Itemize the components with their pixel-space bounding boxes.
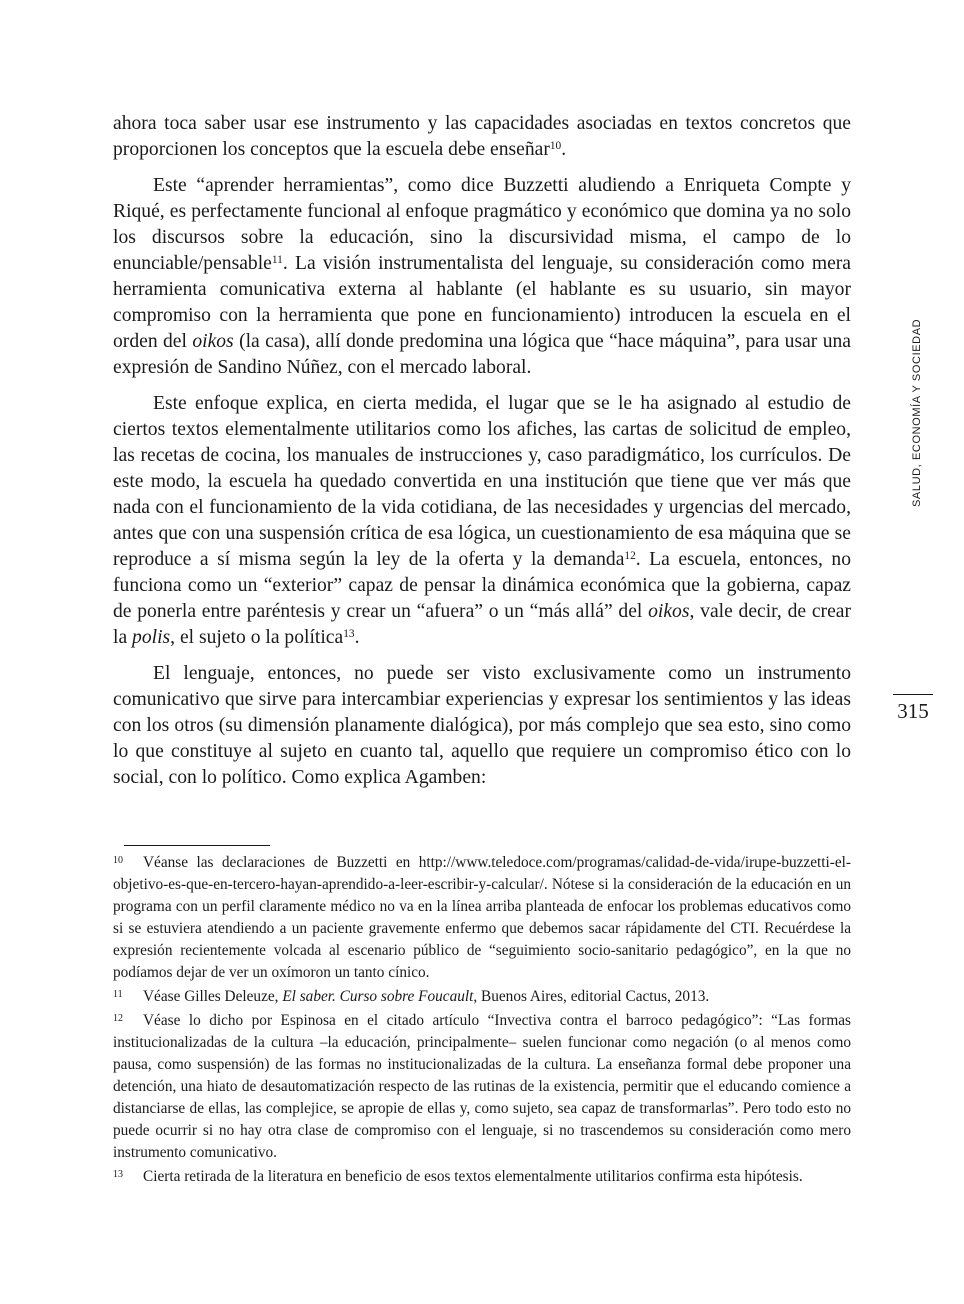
footnote-book-title: El saber. Curso sobre Foucault: [282, 988, 474, 1005]
main-text: [113, 111, 851, 801]
footnote-number: 12: [113, 1013, 123, 1024]
footnote-separator: [124, 845, 270, 846]
footnote-ref-13[interactable]: 13: [343, 627, 355, 640]
footnote-text-a: Véase Gilles Deleuze,: [143, 988, 283, 1005]
footnotes: [113, 850, 851, 1188]
paragraph-3-text-d: , el sujeto o la política: [170, 627, 344, 648]
paragraph-2: [113, 173, 851, 381]
footnote-11: [113, 984, 851, 1008]
paragraph-2-italic: oikos: [192, 331, 234, 352]
paragraph-3-text-c: , vale decir, de crear la: [113, 601, 851, 648]
paragraph-1: [113, 111, 851, 163]
paragraph-3-italic-polis: polis: [132, 627, 171, 648]
paragraph-3-text-e: .: [354, 627, 360, 648]
footnote-text: Véanse las declaraciones de Buzzetti en http://www.teledoce.com/programas/calidad-de-vida/irupe-buzzetti-el-objetivo-es-que-en-tercero-hayan-aprendido-a-leer-escribir-y-calcular/. Nótese si la consideración de la educación en un programa con un perfil claramente médico no va en la línea arriba planteada de enfocar los problemas educativos como si se estuviera atendiendo a un paciente gravemente enfermo que debemos sacar rápidamente del CTI. Recuérdese la expresión recientemente volcada al escenario público de “seguimiento socio-sanitario pedagógico”, en la que no podíamos dejar de ver un oxímoron un tanto cínico.: [113, 854, 851, 981]
paragraph-3-text-a: Este enfoque explica, en cierta medida, el lugar que se le ha asignado al estudio de ciertos textos elementalmente utilitarios como los afiches, las cartas de solicitud de empleo, las recetas de cocina, los manuales de instrucciones y, caso paradigmático, los currículos. De este modo, la escuela ha quedado convertida en una institución que tiene que ver más que nada con el funcionamiento de la vida cotidiana, de las necesidades y urgencias del mercado, antes que con una suspensión crítica de esa lógica, un cuestionamiento de esa máquina que se reproduce a sí misma según la ley de la oferta y la demanda: [113, 393, 851, 570]
footnote-text: Cierta retirada de la literatura en beneficio de esos textos elementalmente utilitarios confirma esta hipótesis.: [143, 1168, 803, 1185]
page-number: 315: [897, 699, 929, 723]
footnote-number: 10: [113, 855, 123, 866]
footnote-ref-10[interactable]: 10: [549, 139, 562, 152]
paragraph-3: [113, 391, 851, 651]
footnote-text-b: , Buenos Aires, editorial Cactus, 2013.: [473, 988, 710, 1005]
footnote-10: [113, 850, 851, 984]
footnote-number: 13: [113, 1169, 123, 1180]
paragraph-2-text-a: Este “aprender herramientas”, como dice Buzzetti aludiendo a Enriqueta Compte y Riqué, es perfectamente funcional al enfoque pragmático y económico que domina ya no solo los discursos sobre la educación, sino la discursividad misma, el campo de lo enunciable/pensable: [113, 175, 851, 274]
paragraph-1-end: .: [561, 139, 567, 160]
footnote-text: Véase lo dicho por Espinosa en el citado artículo “Invectiva contra el barroco pedagógico”: “Las formas institucionalizadas de la cultura –la educación, principalmente– suelen funcionar como negación (o al menos como pausa, como suspensión) de las formas no institucionalizadas de la cultura. La enseñanza formal debe proponer una detención, una hiato de desautomatización respecto de las rutinas de la existencia, permitir que el educando comience a distanciarse de ellas, las complejice, se apropie de ellas y, como sujeto, sea capaz de transformarlas”. Pero todo esto no puede ocurrir si no hay otra clase de compromiso con el lenguaje, si no trascendemos su consideración como mero instrumento comunicativo.: [113, 1012, 851, 1161]
paragraph-1-text: ahora toca saber usar ese instrumento y las capacidades asociadas en textos concretos que proporcionen los conceptos que la escuela debe enseñar: [113, 113, 851, 160]
paragraph-4: [113, 661, 851, 791]
footnote-12: [113, 1008, 851, 1164]
running-section-title: SALUD, ECONOMÍA Y SOCIEDAD: [911, 318, 923, 508]
paragraph-3-italic-oikos: oikos: [648, 601, 690, 622]
paragraph-2-text-b: . La visión instrumentalista del lenguaje, su consideración como mera herramienta comunicativa externa al hablante (el hablante es su usuario, sin mayor compromiso con la herramienta que pone en funcionamiento) introducen la escuela en el orden del: [113, 253, 851, 352]
footnote-13: [113, 1164, 851, 1188]
footnote-ref-12[interactable]: 12: [624, 549, 636, 562]
footnote-number: 11: [113, 989, 123, 1000]
page-number-rule: [893, 694, 933, 695]
footnote-ref-11[interactable]: 11: [271, 253, 283, 266]
paragraph-3-text-b: . La escuela, entonces, no funciona como un “exterior” capaz de pensar la dinámica económica que la gobierna, capaz de ponerla entre paréntesis y crear un “afuera” o un “más allá” del: [113, 549, 851, 622]
paragraph-4-text: El lenguaje, entonces, no puede ser visto exclusivamente como un instrumento comunicativo que sirve para intercambiar experiencias y expresar los sentimientos y las ideas con los otros (su dimensión planamente dialógica), por más complejo que sea esto, sino como lo que constituye al sujeto en cuanto tal, aquello que requiere un compromiso ético con lo social, con lo político. Como explica Agamben:: [113, 663, 851, 788]
paragraph-2-text-c: (la casa), allí donde predomina una lógica que “hace máquina”, para usar una expresión de Sandino Núñez, con el mercado laboral.: [113, 331, 851, 378]
